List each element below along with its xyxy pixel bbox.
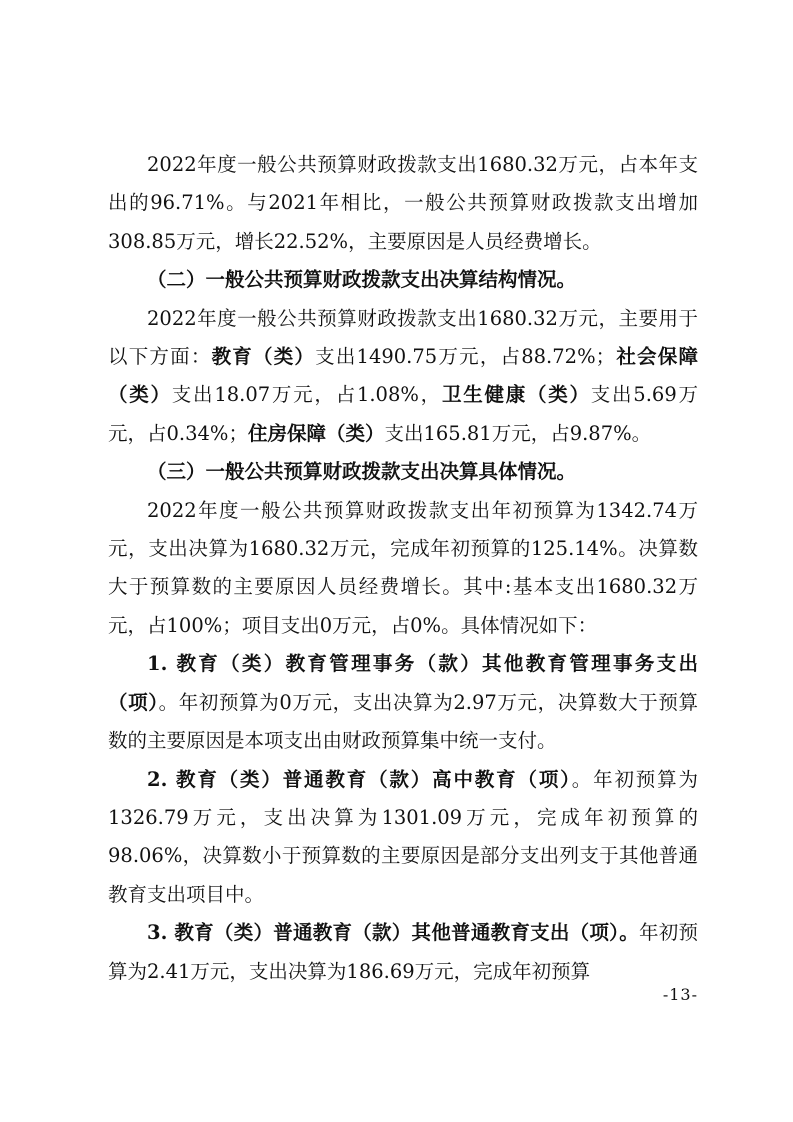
paragraph-expenditure-structure bbox=[108, 300, 698, 454]
body-text bbox=[108, 146, 698, 991]
bold-category-social-security: 社会保障（类） bbox=[108, 345, 698, 407]
item-2 bbox=[108, 761, 698, 915]
text-segment: 支出5.69万元，占0.34%； bbox=[108, 383, 698, 445]
item-2-title: 2. 教育（类）普通教育（款）高中教育（项） bbox=[147, 767, 572, 791]
item-1 bbox=[108, 645, 698, 760]
item-2-text: 。年初预算为1326.79万元，支出决算为1301.09万元，完成年初预算的98.06%，决算数小于预算数的主要原因是部分支出列支于其他普通教育支出项目中。 bbox=[108, 767, 698, 906]
bold-category-housing: 住房保障（类） bbox=[247, 421, 385, 445]
bold-category-education: 教育（类） bbox=[211, 345, 316, 369]
item-1-title: 1. 教育（类）教育管理事务（款）其他教育管理事务支出（项） bbox=[108, 652, 698, 714]
paragraph-expenditure-summary: 2022年度一般公共预算财政拨款支出1680.32万元，占本年支出的96.71%。与2021年相比，一般公共预算财政拨款支出增加308.85万元，增长22.52%，主要原因是人员经费增长。 bbox=[108, 153, 698, 253]
section-heading-structure: （二）一般公共预算财政拨款支出决算结构情况。 bbox=[147, 268, 577, 292]
text-segment: 2022年度一般公共预算财政拨款支出1680.32万元，主要用于以下方面： bbox=[108, 306, 698, 369]
item-3-title: 3. 教育（类）普通教育（款）其他普通教育支出（项）。 bbox=[147, 921, 639, 945]
text-segment: 支出18.07万元，占1.08%， bbox=[171, 383, 442, 407]
item-3-text: 年初预算为2.41万元，支出决算为186.69万元，完成年初预算 bbox=[108, 921, 698, 983]
item-3 bbox=[108, 914, 698, 991]
text-segment: 支出165.81万元，占9.87%。 bbox=[384, 421, 652, 445]
section-heading-details: （三）一般公共预算财政拨款支出决算具体情况。 bbox=[147, 460, 577, 484]
text-segment: 支出1490.75万元，占88.72%； bbox=[315, 345, 616, 369]
paragraph-budget-details: 2022年度一般公共预算财政拨款支出年初预算为1342.74万元，支出决算为1680.32万元，完成年初预算的125.14%。决算数大于预算数的主要原因人员经费增长。其中:基本支出1680.32万元，占100%；项目支出0万元，占0%。具体情况如下： bbox=[108, 498, 698, 637]
item-1-text: 。年初预算为0万元，支出决算为2.97万元，决算数大于预算数的主要原因是本项支出由财政预算集中统一支付。 bbox=[108, 690, 698, 753]
bold-category-health: 卫生健康（类） bbox=[441, 383, 591, 407]
page-number: -13- bbox=[662, 985, 698, 1004]
